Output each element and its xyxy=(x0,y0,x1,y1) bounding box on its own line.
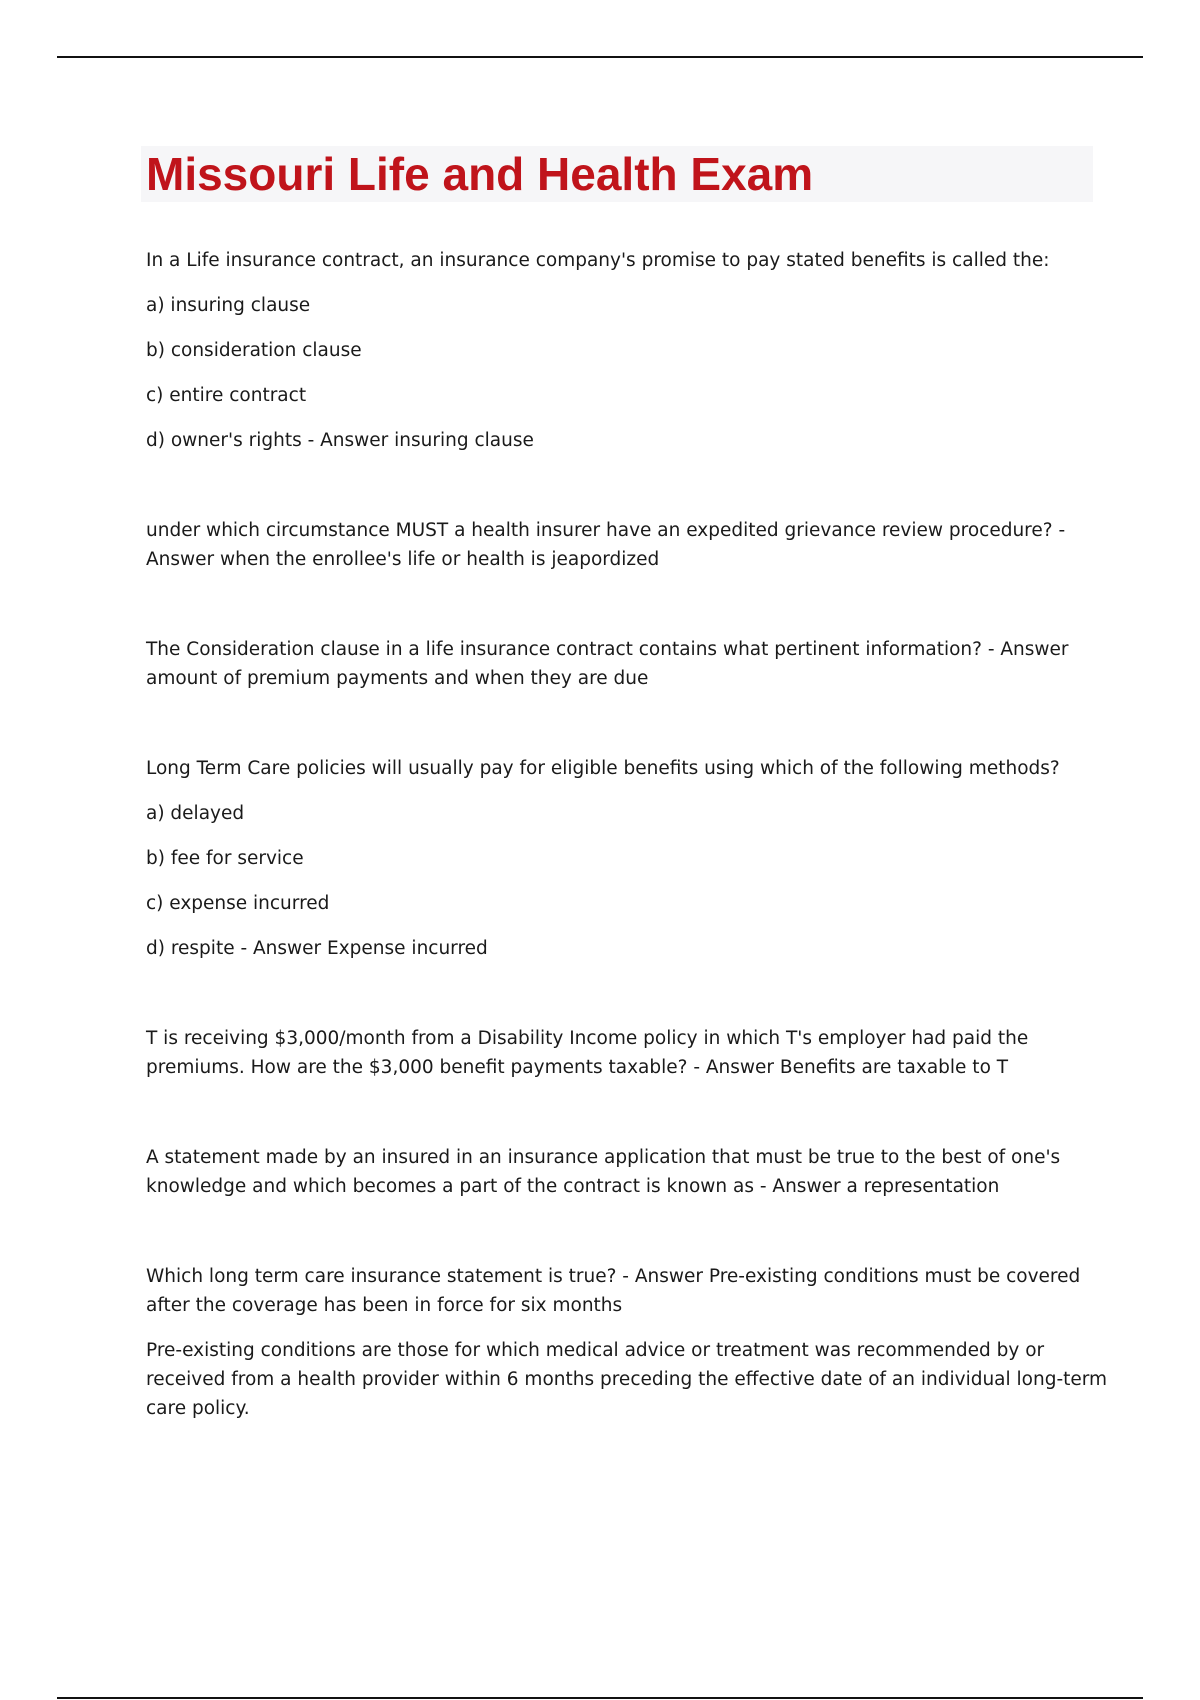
question-text: knowledge and which becomes a part of the contract is known as - Answer a representation xyxy=(146,1176,1000,1197)
question-2 xyxy=(146,516,1096,574)
question-text: Which long term care insurance statement is true? - Answer Pre-existing conditions must be covered xyxy=(146,1266,1081,1287)
question-4 xyxy=(146,754,1096,963)
answer-option: c) expense incurred xyxy=(146,893,330,914)
question-text: Long Term Care policies will usually pay for eligible benefits using which of the following methods? xyxy=(146,758,1060,779)
top-rule xyxy=(57,56,1143,58)
question-text: T is receiving $3,000/month from a Disability Income policy in which T's employer had paid the xyxy=(146,1028,1029,1049)
question-text: under which circumstance MUST a health insurer have an expedited grievance review procedure? - xyxy=(146,520,1066,541)
answer-option: a) delayed xyxy=(146,803,245,824)
answer-option: d) respite - Answer Expense incurred xyxy=(146,938,488,959)
page-title: Missouri Life and Health Exam xyxy=(146,148,814,200)
spacer xyxy=(146,1082,1096,1143)
question-1 xyxy=(146,246,1096,455)
spacer xyxy=(146,574,1096,635)
question-text: The Consideration clause in a life insurance contract contains what pertinent information? - Answer xyxy=(146,639,1069,660)
answer-option: a) insuring clause xyxy=(146,295,311,316)
explanation-text: Pre-existing conditions are those for which medical advice or treatment was recommended by or xyxy=(146,1340,1045,1361)
bottom-rule xyxy=(57,1697,1143,1699)
question-text: premiums. How are the $3,000 benefit payments taxable? - Answer Benefits are taxable to T xyxy=(146,1057,1009,1078)
answer-option: d) owner's rights - Answer insuring clause xyxy=(146,430,534,451)
spacer xyxy=(146,963,1096,1024)
question-3 xyxy=(146,635,1096,693)
answer-option: b) consideration clause xyxy=(146,340,362,361)
spacer xyxy=(146,455,1096,516)
question-6 xyxy=(146,1143,1096,1201)
question-7 xyxy=(146,1262,1108,1423)
question-text: Answer when the enrollee's life or health is jeapordized xyxy=(146,549,660,570)
question-text: after the coverage has been in force for six months xyxy=(146,1295,623,1316)
explanation-text: received from a health provider within 6 months preceding the effective date of an individual long-term xyxy=(146,1369,1108,1390)
answer-option: b) fee for service xyxy=(146,848,304,869)
spacer xyxy=(146,693,1096,754)
question-text: A statement made by an insured in an insurance application that must be true to the best of one's xyxy=(146,1147,1061,1168)
answer-option: c) entire contract xyxy=(146,385,307,406)
question-text: amount of premium payments and when they are due xyxy=(146,668,649,689)
document-body xyxy=(146,246,1108,1423)
question-5 xyxy=(146,1024,1096,1082)
spacer xyxy=(146,1201,1096,1262)
explanation-text: care policy. xyxy=(146,1398,250,1419)
question-text: In a Life insurance contract, an insurance company's promise to pay stated benefits is called the: xyxy=(146,250,1050,271)
